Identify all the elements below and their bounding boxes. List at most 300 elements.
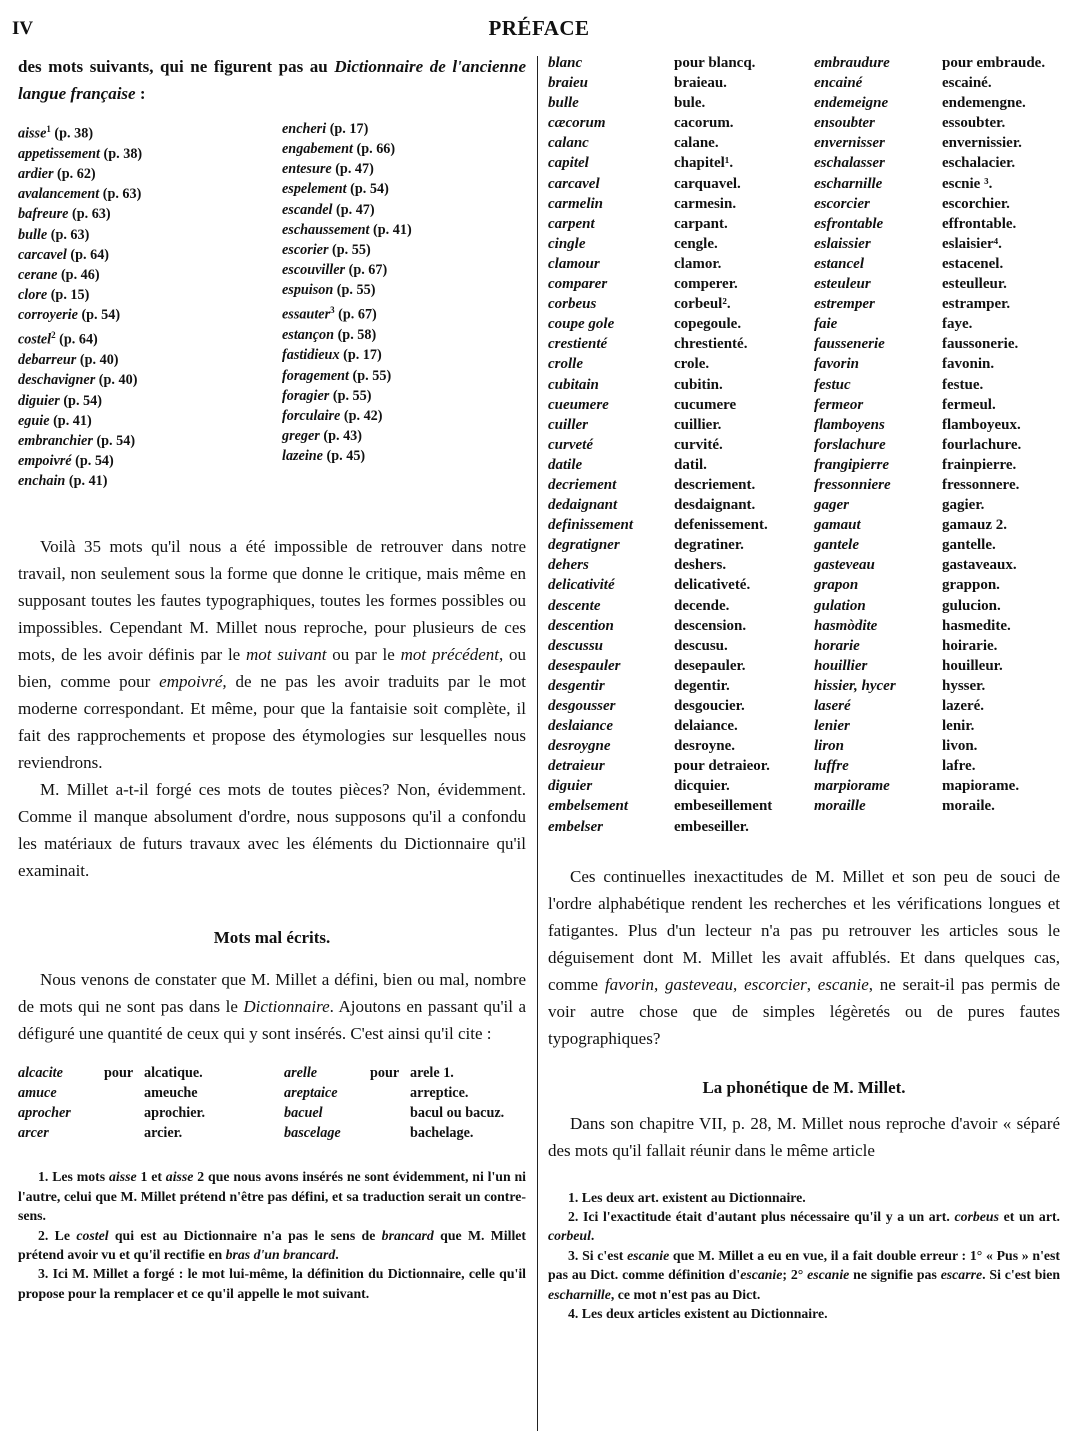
table-row (548, 377, 1060, 397)
word-entry (282, 200, 526, 220)
italic-term: empoivré, (159, 672, 227, 692)
italic-term: escanie (627, 1247, 670, 1263)
table-cell: datil. (674, 456, 707, 473)
table-cell: carmelin (548, 195, 603, 212)
table-row (548, 517, 1060, 537)
corrections-table (548, 55, 1060, 839)
table-cell: grapon (814, 577, 859, 594)
italic-term: costel (76, 1227, 109, 1243)
paragraph-35-words: Voilà 35 mots qu'il nous a été impossible de retrouver dans notre travail, non seulement sous la forme que donne le critique, mais même en supposant toutes les fautes typographiques, toutes les formes possibles ou impossibles. Cependant M. Millet nous reproche, pour plusieurs de ces mots, de les avoir définis par le mot suivant ou par le mot précédent, ou bien, comme pour empoivré, de ne pas les avoir traduits par le mot moderne correspondant. Et même, pour que la fantaisie soit complète, il fait des rapprochements et propose des étymologies sur lesquelles nous reviendrons. (18, 537, 527, 773)
paragraph-millet-forge: M. Millet a-t-il forgé ces mots de toutes pièces? Non, évidemment. Comme il manque absolument d'ordre, nous supposons qu'il a confondu les matériaux de futurs travaux avec les éléments du Dictionnaire qu'il examinait. (18, 780, 526, 881)
table-cell: copegoule. (674, 316, 742, 333)
table-cell: capitel (548, 155, 589, 172)
word-entry (282, 386, 526, 406)
table-row (548, 618, 1060, 638)
word: ardier (18, 166, 54, 183)
right-column (548, 55, 1060, 1324)
page-ref: (p. 63) (47, 226, 90, 243)
table-cell (370, 1105, 410, 1125)
page-ref: (p. 54) (77, 307, 121, 324)
table-row (548, 196, 1060, 216)
column-divider (537, 56, 538, 1431)
table-row (18, 1065, 520, 1085)
table-cell: pour (104, 1065, 134, 1082)
table-cell: cueumere (548, 396, 609, 413)
word-entry (282, 406, 526, 426)
page-ref: (p. 54) (71, 452, 114, 469)
table-cell: ensoubter (814, 115, 875, 132)
page-title: PRÉFACE (488, 16, 590, 40)
page-ref: (p. 42) (340, 407, 383, 424)
word-entry (18, 164, 282, 184)
table-cell: effrontable. (942, 215, 1017, 232)
table-row (548, 457, 1060, 477)
footnote: 1. Les deux art. existent au Dictionnaire. (568, 1189, 806, 1205)
italic-term: aisse (165, 1169, 194, 1185)
table-cell: cæcorum (548, 115, 606, 132)
table-cell: esteulleur. (942, 276, 1007, 293)
page-ref: (p. 40) (95, 372, 138, 389)
table-cell (370, 1125, 410, 1145)
table-cell (942, 819, 1060, 839)
word-entry (282, 446, 526, 466)
table-cell: pour embraude. (942, 55, 1046, 71)
table-cell: escainé. (942, 75, 992, 92)
word-entry (18, 411, 282, 431)
page-ref: (p. 63) (99, 186, 142, 203)
italic-term: escanie (817, 974, 869, 994)
page-ref: (p. 55) (333, 282, 376, 299)
table-cell: coupe gole (548, 316, 615, 333)
page-ref: (p. 45) (322, 448, 366, 465)
page-ref: (p. 17) (326, 121, 369, 137)
page-ref: (p. 62) (53, 166, 96, 183)
word: engabement (282, 141, 353, 158)
table-cell: hasmòdite (814, 617, 878, 634)
italic-term: brancard (381, 1227, 434, 1243)
table-cell: cingle (548, 235, 586, 252)
table-cell: braieu (548, 75, 589, 92)
table-cell: desdaignant. (674, 497, 756, 514)
table-cell: gager (814, 497, 849, 514)
page-ref: (p. 64) (55, 332, 98, 349)
table-cell: bacul ou bacuz. (410, 1105, 505, 1122)
word: espelement (282, 181, 347, 198)
table-row (18, 1125, 520, 1145)
table-cell: escorcier (814, 195, 870, 212)
table-cell: detraieur (548, 758, 605, 775)
word-entry (282, 260, 526, 280)
table-cell: encainé (814, 75, 863, 92)
table-cell: desepauler. (674, 657, 746, 674)
table-cell: grappon. (942, 577, 1000, 594)
table-row (548, 276, 1060, 296)
word: embranchier (18, 432, 93, 449)
italic-term: favorin (604, 974, 654, 994)
table-cell: aprocher (18, 1105, 71, 1122)
table-cell: corbeus (548, 296, 597, 313)
footnote: 2. Ici l'exactitude était d'autant plus nécessaire qu'il y a un art. corbeus et un art. corbeul. (548, 1209, 1060, 1244)
table-cell: esteuleur (814, 276, 871, 293)
page-ref: (p. 55) (349, 367, 392, 384)
table-row (548, 95, 1060, 115)
word-entry (282, 366, 526, 386)
word-entry (18, 431, 282, 451)
table-cell: desroygne (548, 738, 611, 755)
table-cell: decende. (674, 597, 730, 614)
table-cell: bule. (674, 95, 706, 112)
table-row (548, 397, 1060, 417)
table-cell: bulle (548, 95, 579, 112)
table-cell: comperer. (674, 276, 738, 293)
table-row (548, 437, 1060, 457)
page-ref: (p. 63) (68, 206, 111, 223)
table-cell: degratiner. (674, 537, 744, 554)
word: bulle (18, 226, 48, 243)
table-cell: arreptice. (410, 1085, 469, 1102)
page-ref: (p. 15) (47, 286, 90, 303)
word: clore (18, 286, 48, 303)
table-cell: delicativeté. (674, 577, 751, 594)
table-cell: eslaissier (814, 235, 871, 252)
word-entry (18, 225, 282, 245)
table-cell: descention (548, 617, 614, 634)
table-cell: descension. (674, 617, 747, 634)
word-entry (18, 184, 282, 204)
page-ref: (p. 67) (334, 307, 377, 324)
word: essauter (282, 307, 331, 324)
table-cell: fourlachure. (942, 436, 1022, 453)
table-row (548, 678, 1060, 698)
table-cell: envernisser (814, 135, 885, 152)
table-cell: degentir. (674, 677, 730, 694)
table-cell: estramper. (942, 296, 1011, 313)
table-cell: gulation (814, 597, 866, 614)
page-ref: (p. 43) (319, 428, 362, 445)
table-cell: frangipierre (814, 456, 889, 473)
table-cell: eschalasser (814, 155, 885, 172)
table-row (548, 598, 1060, 618)
table-cell: luffre (814, 758, 849, 775)
table-row (548, 155, 1060, 175)
italic-term: escanie (807, 1267, 850, 1283)
word-entry (18, 285, 282, 305)
table-cell: gantelle. (942, 537, 996, 554)
table-row (548, 819, 1060, 839)
word: fastidieux (282, 347, 340, 364)
table-cell: escharnille (814, 175, 883, 192)
table-row (548, 738, 1060, 758)
word-entry (282, 345, 526, 365)
table-cell: houilleur. (942, 657, 1003, 674)
page-ref: (p. 54) (92, 432, 136, 449)
table-cell: dehers (548, 557, 589, 574)
right-footnotes (548, 1188, 1060, 1324)
page-ref: (p. 46) (57, 266, 100, 283)
table-cell: forslachure (814, 436, 886, 453)
table-cell: livon. (942, 738, 978, 755)
table-cell: essoubter. (942, 115, 1006, 132)
page-ref: (p. 47) (331, 161, 374, 178)
footnote-ref: 2 (51, 330, 56, 341)
table-cell (814, 819, 942, 839)
table-cell: cucumere (674, 396, 737, 413)
table-cell: festue. (942, 376, 984, 393)
table-cell: comparer (548, 276, 608, 293)
table-cell: chrestienté. (674, 336, 748, 353)
word-entry (18, 119, 282, 144)
table-cell: cubitain (548, 376, 599, 393)
table-row (548, 256, 1060, 276)
left-footnotes (18, 1167, 526, 1303)
word-entry (18, 370, 282, 390)
word-entry (282, 220, 526, 240)
word-entry (282, 240, 526, 260)
table-row (548, 216, 1060, 236)
table-cell: calanc (548, 135, 589, 152)
paragraph-inexactitudes: Ces continuelles inexactitudes de M. Millet et son peu de souci de l'ordre alphabétique rendent les recherches et les vérifications longues et fatigantes. Plus d'un lecteur n'a pas pu retrouver les articles sous le déguisement dont M. Millet les avait affublés. Et dans quelques cas, comme favorin, gasteveau, escorcier, escanie, ne serait-il pas permis de voir autre chose que de simples légèretés ou de pures fautes typographiques? (548, 866, 1060, 1048)
table-cell: hissier, hycer (814, 677, 896, 694)
table-cell: arelle (284, 1065, 318, 1082)
left-column (18, 53, 526, 1303)
word: cerane (18, 266, 58, 283)
table-row (548, 356, 1060, 376)
italic-term: escanie (740, 1267, 783, 1283)
table-cell (370, 1085, 410, 1105)
word: carcavel (18, 246, 67, 263)
page-ref: (p. 54) (59, 392, 102, 409)
word-entry (18, 204, 282, 224)
missing-words-column-1 (18, 119, 282, 491)
table-cell: cacorum. (674, 115, 734, 132)
table-cell: desroyne. (674, 738, 735, 755)
footnote-ref: 3 (330, 305, 335, 316)
word-entry (18, 325, 282, 350)
table-cell: deslaiance (548, 718, 613, 735)
table-cell: hasmedite. (942, 617, 1011, 634)
table-cell: lafre. (942, 758, 976, 775)
table-cell: definissement (548, 517, 633, 534)
missing-words-column-2 (282, 119, 526, 491)
word-entry (282, 139, 526, 159)
table-cell: flamboyeux. (942, 416, 1021, 433)
table-cell (104, 1125, 144, 1145)
page-ref: (p. 38) (99, 145, 143, 162)
italic-term: mot précédent (400, 645, 499, 665)
word: enchain (18, 473, 66, 490)
table-cell: gastaveaux. (942, 557, 1017, 574)
page-ref: (p. 38) (50, 125, 94, 142)
table-cell: carquavel. (674, 175, 741, 192)
page-ref: (p. 67) (345, 262, 388, 279)
table-cell: escorchier. (942, 195, 1010, 212)
word-entry (282, 325, 526, 345)
table-cell: descussu (548, 637, 604, 654)
italic-term: bras d'un brancard (225, 1246, 336, 1262)
table-cell: crole. (674, 356, 710, 373)
table-row (548, 778, 1060, 798)
footnote-ref: 1 (46, 124, 51, 134)
page-ref: (p. 64) (66, 246, 110, 263)
page-ref: (p. 47) (332, 201, 375, 218)
table-cell: clamor. (674, 255, 722, 272)
table-cell: arele 1. (410, 1065, 454, 1082)
table-cell: faussenerie (814, 336, 885, 353)
table-row (18, 1105, 520, 1125)
table-cell: envernissier. (942, 135, 1022, 152)
table-cell: descriement. (674, 476, 756, 493)
table-cell (104, 1085, 144, 1105)
table-cell: delaiance. (674, 718, 738, 735)
table-cell: moraile. (942, 798, 995, 815)
word-entry (282, 426, 526, 446)
table-cell: fressonniere (814, 476, 891, 493)
word: foragier (282, 387, 330, 404)
table-cell: festuc (814, 376, 851, 393)
word-entry (18, 391, 282, 411)
word: escorier (282, 241, 329, 258)
table-cell: degratigner (548, 537, 620, 554)
table-row (548, 577, 1060, 597)
table-cell: carpent (548, 215, 595, 232)
table-cell: liron (814, 738, 845, 755)
table-cell: desgoucier. (674, 698, 745, 714)
table-row (548, 638, 1060, 658)
table-cell: diguier (548, 778, 593, 795)
footnote: 2. Le costel qui est au Dictionnaire n'a pas le sens de brancard que M. Millet prétend avoir vu et qu'il rectifie en bras d'un brancard. (18, 1227, 526, 1262)
table-cell: dicquier. (674, 778, 730, 795)
table-cell: defenissement. (674, 517, 768, 534)
table-cell: flamboyens (814, 416, 885, 433)
word-entry (18, 305, 282, 325)
misspelled-words-table (18, 1065, 520, 1145)
word: aisse (18, 125, 47, 142)
word: eguie (18, 412, 50, 429)
table-cell: decriement (548, 476, 617, 493)
table-cell: pour detraieor. (674, 758, 770, 775)
word: encheri (282, 121, 327, 137)
table-row (548, 75, 1060, 95)
table-cell: marpiorame (814, 778, 890, 795)
table-cell: estremper (814, 296, 875, 313)
table-cell: hysser. (942, 677, 986, 694)
word-entry (282, 119, 526, 139)
word: foragement (282, 367, 349, 384)
table-cell: gamauz 2. (942, 517, 1007, 534)
page-ref: (p. 40) (76, 352, 119, 369)
table-cell: alcacite (18, 1065, 63, 1082)
table-cell: dedaignant (548, 497, 618, 514)
table-cell: bachelage. (410, 1125, 474, 1142)
table-cell: arcer (18, 1125, 49, 1142)
word-entry (282, 159, 526, 179)
word-entry (18, 451, 282, 471)
table-row (548, 658, 1060, 678)
page-ref: (p. 58) (334, 327, 377, 344)
table-cell: houillier (814, 657, 868, 674)
word: bafreure (18, 206, 69, 223)
page-ref: (p. 54) (346, 181, 389, 198)
page-ref: (p. 55) (329, 387, 372, 404)
footnote: 1. Les mots aisse 1 et aisse 2 que nous avons insérés ne sont évidemment, ni l'un ni l'autre, celui que M. Millet prétend n'être pas défini, et sa traduction serait un contre-sens. (18, 1169, 527, 1224)
word-entry (282, 179, 526, 199)
paragraph-phonetique: Dans son chapitre VII, p. 28, M. Millet nous reproche d'avoir « séparé des mots qu'il fallait réunir dans le même article (548, 1113, 1060, 1160)
table-cell: crolle (548, 356, 583, 373)
table-row (548, 417, 1060, 437)
page-ref: (p. 55) (328, 241, 371, 258)
missing-words-list (18, 119, 526, 491)
table-cell: deshers. (674, 557, 727, 574)
page-ref: (p. 41) (49, 412, 92, 429)
table-cell: fermeor (814, 396, 864, 413)
section-title-mots-mal-ecrits: Mots mal écrits. (213, 928, 331, 948)
table-row (548, 55, 1060, 75)
table-cell: mapiorame. (942, 778, 1020, 795)
table-cell: embeseiller. (674, 818, 749, 835)
table-cell: eschalacier. (942, 155, 1016, 172)
word: forculaire (282, 407, 341, 424)
word: corroyerie (18, 307, 78, 324)
word: lazeine (282, 448, 323, 465)
table-cell: escnie ³. (942, 175, 993, 192)
word: appetissement (18, 145, 100, 162)
table-cell: datile (548, 456, 583, 473)
table-cell: lenier (814, 718, 850, 735)
table-cell: desespauler (548, 657, 621, 674)
table-cell: frainpierre. (942, 456, 1017, 473)
table-cell: bacuel (284, 1105, 323, 1122)
table-cell: lazeré. (942, 698, 985, 714)
table-row (548, 296, 1060, 316)
footnote: 4. Les deux articles existent au Dictionnaire. (568, 1306, 828, 1322)
footnote: 3. Ici M. Millet a forgé : le mot lui-même, la définition du Dictionnaire, celle qu'il propose pour la remplacer et ce qu'il appelle le mot suivant. (18, 1266, 526, 1301)
table-cell: moraille (814, 798, 866, 815)
table-row (548, 316, 1060, 336)
italic-term: escharnille (548, 1286, 611, 1302)
word-entry (18, 144, 282, 164)
word-entry (18, 471, 282, 491)
table-cell: areptaice (284, 1085, 338, 1102)
word-entry (18, 245, 282, 265)
table-cell: fressonnere. (942, 476, 1020, 493)
table-cell: esfrontable (814, 215, 884, 232)
table-row (548, 758, 1060, 778)
table-cell: amuce (18, 1085, 57, 1102)
table-cell: embeseillement (674, 798, 773, 815)
table-cell: gamaut (814, 517, 861, 534)
table-cell: cuiller (548, 416, 588, 433)
table-cell: ameuche (144, 1085, 198, 1102)
table-row (548, 336, 1060, 356)
word: escouviller (282, 262, 346, 279)
word-entry (282, 300, 526, 325)
table-cell: pour (370, 1065, 400, 1082)
word: eschaussement (282, 221, 370, 238)
table-cell: carpant. (674, 215, 728, 232)
word: debarreur (18, 352, 77, 369)
table-cell: embelser (548, 818, 603, 835)
table-cell: gagier. (942, 497, 985, 514)
table-cell: blanc (548, 55, 583, 71)
table-row (548, 477, 1060, 497)
word: avalancement (18, 186, 100, 203)
table-cell: curvité. (674, 436, 723, 453)
table-cell: cengle. (674, 235, 718, 252)
table-cell: calane. (674, 135, 719, 152)
table-cell: favonin. (942, 356, 995, 373)
page-ref: (p. 41) (369, 221, 412, 238)
table-row (548, 497, 1060, 517)
